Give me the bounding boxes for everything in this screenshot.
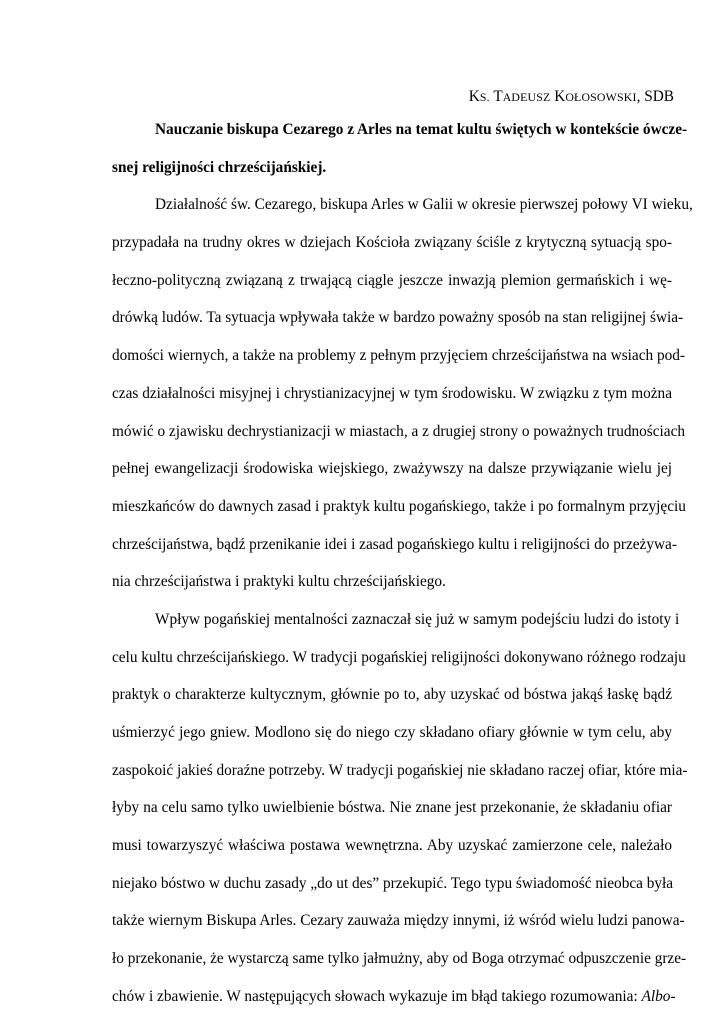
title-line: Nauczanie biskupa Cezarego z Arles na temat kultu świętych w kontekście ówcze- bbox=[155, 121, 688, 138]
paragraph-line: Działalność św. Cezarego, biskupa Arles w Galii w okresie pierwszej połowy VI wieku, bbox=[155, 196, 693, 214]
paragraph-line: także wiernym Biskupa Arles. Cezary zauważa między innymi, iż wśród wielu ludzi panowa- bbox=[112, 912, 685, 930]
paragraph-line: mówić o zjawisku dechrystianizacji w miastach, a z drugiej strony o poważnych trudnościach bbox=[112, 422, 686, 440]
paragraph-line: Wpływ pogańskiej mentalności zaznaczał się już w samym podejściu ludzi do istoty i bbox=[155, 610, 680, 628]
author-prefix-sc: S. bbox=[479, 90, 490, 104]
author-first-initial: T bbox=[493, 88, 503, 105]
paragraph-line-final bbox=[112, 987, 676, 1025]
paragraph-line: łyby na celu samo tylko uwielbienie bóstwa. Nie znane jest przekonanie, że składaniu ofiar bbox=[112, 799, 672, 817]
paragraph-line: ło przekonanie, że wystarczą same tylko jałmużny, aby od Boga otrzymać odpuszczenie grze- bbox=[112, 950, 687, 968]
paragraph-line: przypadała na trudny okres w dziejach Kościoła związany ściśle z krytyczną sytuacją spo- bbox=[112, 234, 672, 252]
author-suffix: , SDB bbox=[636, 88, 674, 105]
paragraph-line: domości wiernych, a także na problemy z pełnym przyjęciem chrześcijaństwa na wsiach pod- bbox=[112, 347, 685, 365]
paragraph-line: pełnej ewangelizacji środowiska wiejskiego, zważywszy na dalsze przywiązanie wielu jej bbox=[112, 460, 672, 478]
author-first-sc: ADEUSZ bbox=[502, 90, 551, 104]
final-line-text: chów i zbawienie. W następujących słowach wykazuje im błąd takiego rozumowania: bbox=[112, 987, 638, 1005]
author-header bbox=[469, 88, 674, 106]
author-last-sc: OŁOSOWSKI bbox=[565, 90, 637, 104]
paragraph-line: chrześcijaństwa, bądź przenikanie idei i zasad pogańskiego kultu i religijności do przeżywa- bbox=[112, 535, 677, 553]
paragraph-line: zaspokoić jakieś doraźne potrzeby. W tradycji pogańskiej nie składano raczej ofiar, które mia- bbox=[112, 761, 688, 779]
author-last-initial: K bbox=[554, 88, 566, 105]
article-body bbox=[112, 120, 693, 1025]
title-line: snej religijności chrześcijańskiej. bbox=[112, 158, 327, 176]
paragraph-line: uśmierzyć jego gniew. Modlono się do niego czy składano ofiary głównie w tym celu, aby bbox=[112, 724, 672, 741]
paragraph-line: drówką ludów. Ta sytuacja wpływała także w bardzo poważny sposób na stan religijnej świa- bbox=[112, 309, 684, 327]
paragraph-line: musi towarzyszyć właściwa postawa wewnętrzna. Aby uzyskać zamierzone cele, należało bbox=[112, 837, 672, 855]
paragraph-line: niejako bóstwo w duchu zasady „do ut des” przekupić. Tego typu świadomość nieobca była bbox=[112, 874, 674, 892]
final-line-italic: Albo- bbox=[641, 987, 676, 1005]
paragraph-line: nia chrześcijaństwa i praktyki kultu chrześcijańskiego. bbox=[112, 573, 446, 591]
paragraph-line: praktyk o charakterze kultycznym, głównie po to, aby uzyskać od bóstwa jakąś łaskę bądź bbox=[112, 686, 672, 704]
author-prefix: K bbox=[468, 88, 480, 105]
paragraph-line: mieszkańców do dawnych zasad i praktyk kultu pogańskiego, także i po formalnym przyjęciu bbox=[112, 497, 686, 515]
paragraph-line: łeczno-polityczną związaną z trwającą ciągle jeszcze inwazją plemion germańskich i wę- bbox=[112, 271, 672, 289]
paragraph-line: czas działalności misyjnej i chrystianizacyjnej w tym środowisku. W związku z tym można bbox=[112, 384, 672, 402]
paragraph-line: celu kultu chrześcijańskiego. W tradycji pogańskiej religijności dokonywano różnego rodzaju bbox=[112, 648, 686, 666]
